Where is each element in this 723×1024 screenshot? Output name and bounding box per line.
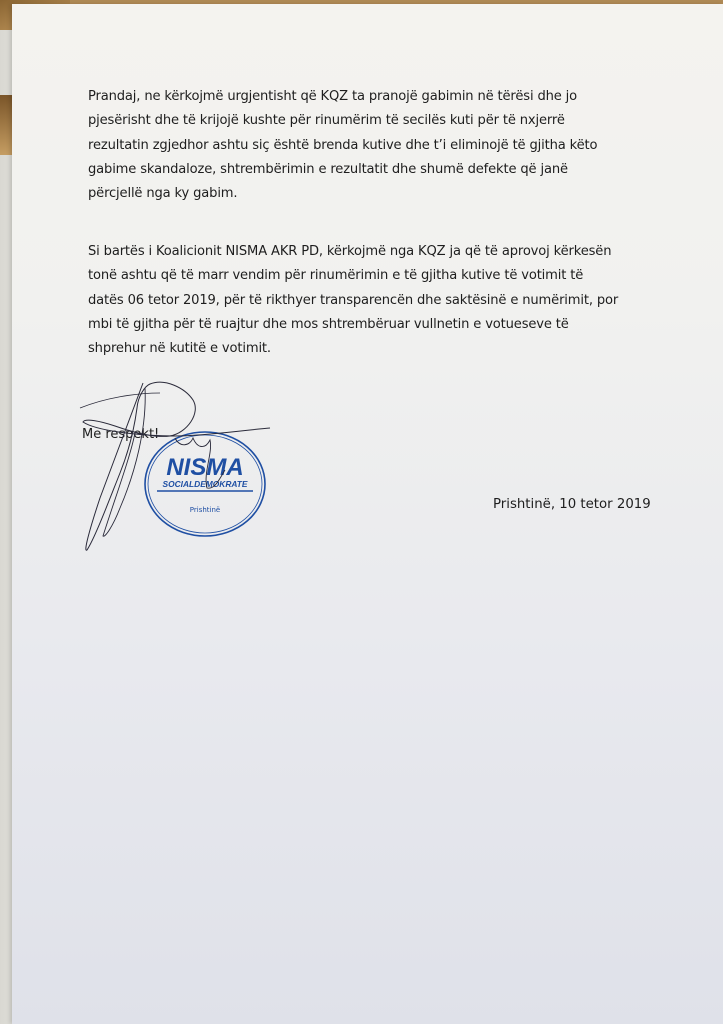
closing-salutation: Me respekt!	[82, 427, 160, 442]
paragraph-coalition	[88, 240, 688, 361]
text-line: Prandaj, ne kërkojmë urgjentisht që KQZ ta pranojë gabimin në tërësi dhe jo	[88, 89, 578, 104]
text-line: përcjellë nga ky gabim.	[88, 186, 238, 202]
place-and-date: Prishtinë, 10 tetor 2019	[493, 497, 651, 512]
text-line: Si bartës i Koalicionit NISMA AKR PD, kërkojmë nga KQZ ja që të aprovoj kërkesën	[88, 244, 612, 259]
text-line: gabime skandaloze, shtrembërimin e rezultatit dhe shumë defekte që janë	[88, 161, 568, 177]
paragraph-request	[88, 85, 688, 206]
text-line: pjesërisht dhe të krijojë kushte për rinumërim të secilës kuti për të nxjerrë	[88, 113, 565, 129]
signature-stroke	[83, 382, 270, 550]
text-line: tonë ashtu që të marr vendim për rinumërimin e të gjitha kutive të votimit të	[88, 268, 584, 284]
text-line: mbi të gjitha për të ruajtur dhe mos shtrembëruar vullnetin e votueseve të	[88, 316, 569, 332]
signature-stroke	[175, 438, 225, 488]
stamp-city: Prishtinë	[189, 506, 221, 514]
handwritten-signature	[75, 378, 275, 558]
stamp-name: NISMA	[166, 454, 244, 481]
text-line: datës 06 tetor 2019, për të rikthyer transparencën dhe saktësinë e numërimit, por	[88, 292, 619, 308]
signature-stroke	[80, 393, 160, 408]
stamp-subtitle: SOCIALDEMOKRATE	[162, 479, 248, 489]
text-line: rezultatin zgjedhor ashtu siç është brenda kutive dhe t’i eliminojë të gjitha këto	[88, 137, 598, 153]
text-line: shprehur në kutitë e votimit.	[88, 341, 271, 357]
